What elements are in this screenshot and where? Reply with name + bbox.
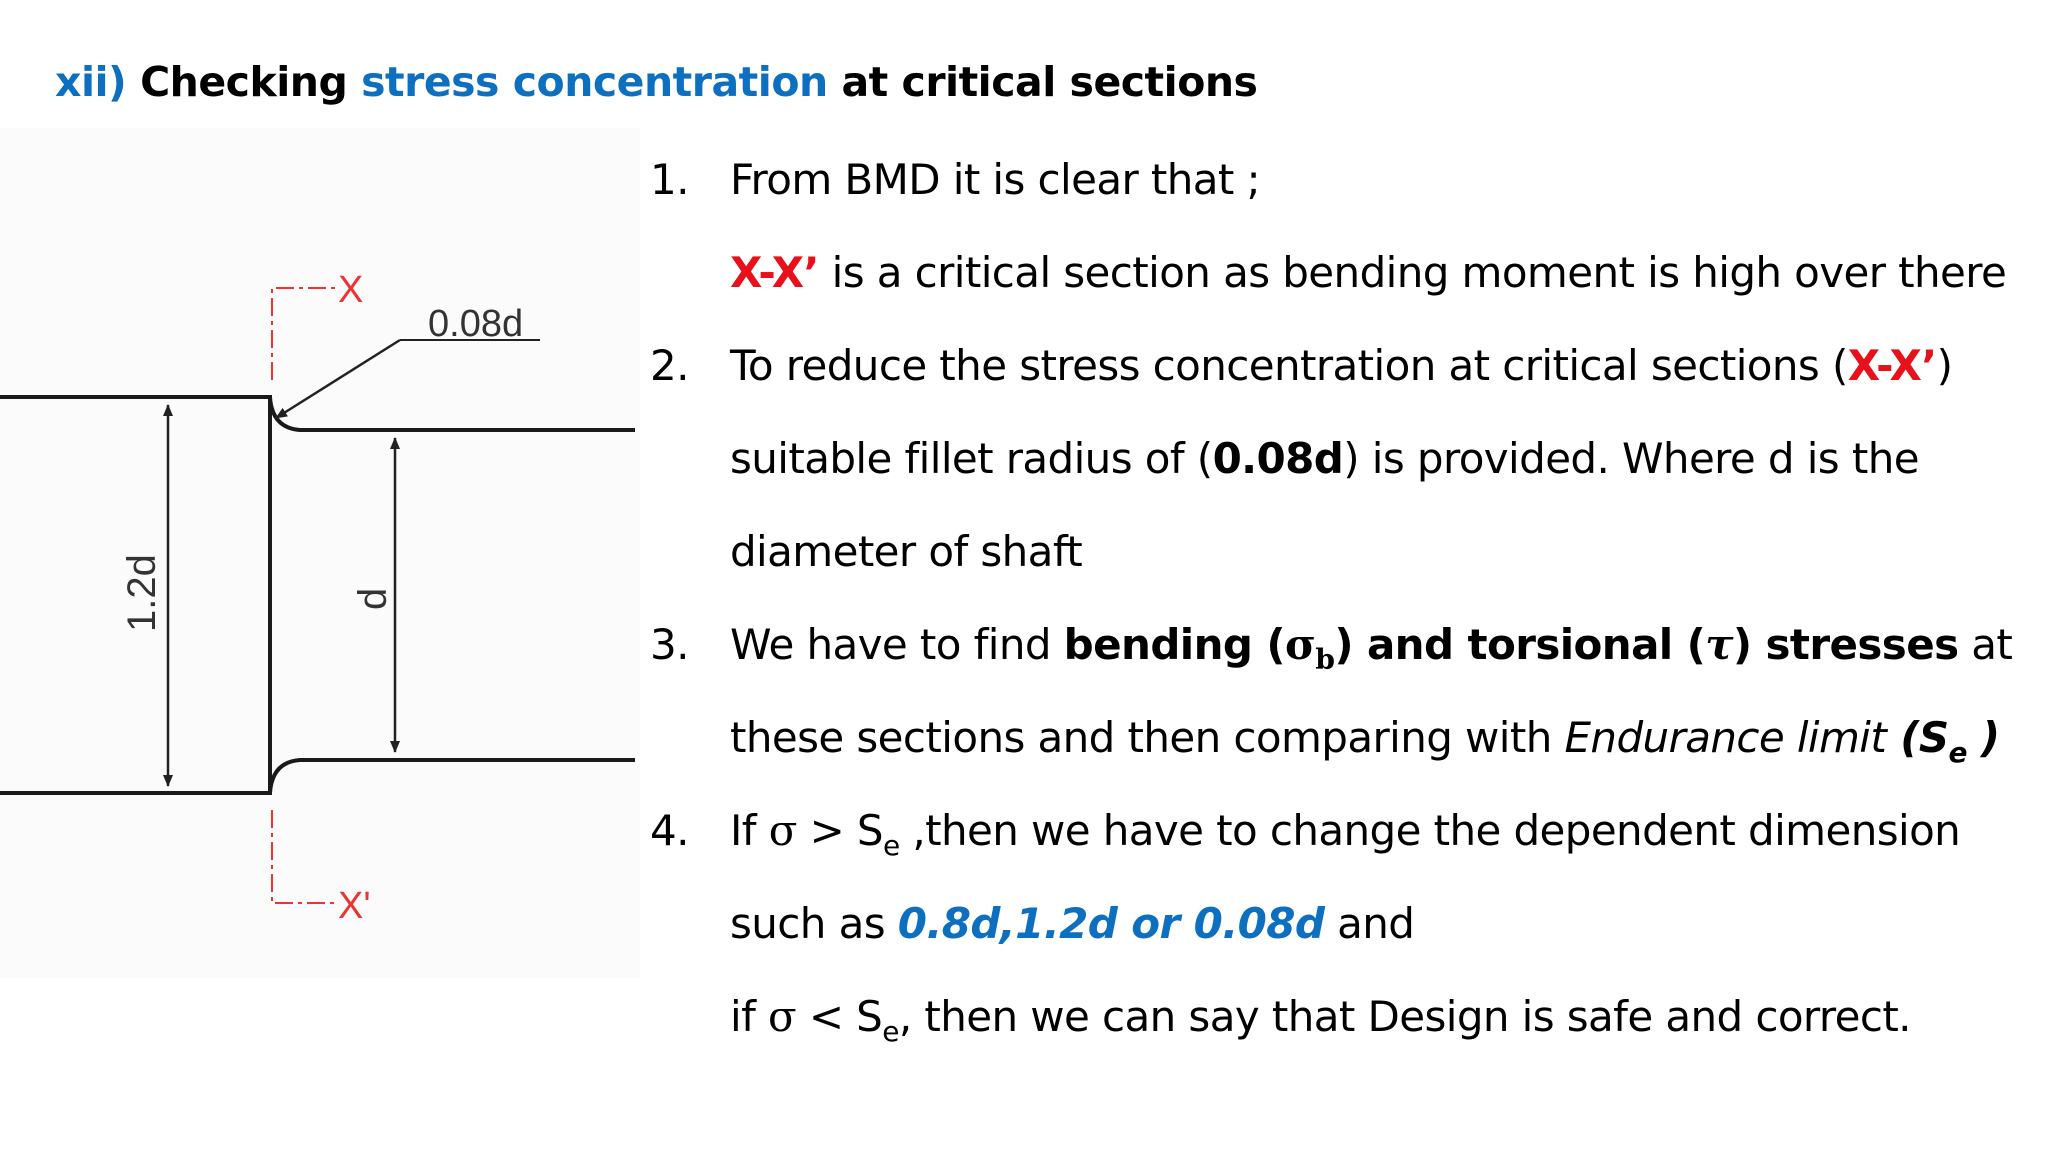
bold-segment: bending ( xyxy=(1063,620,1285,669)
text-segment: is a critical section as bending moment is high over there xyxy=(818,248,2007,297)
bold-segment: ) xyxy=(1966,713,2000,762)
critical-section-label: X-X’ xyxy=(1847,341,1937,390)
item-text xyxy=(730,243,2006,303)
dim-small-label: d xyxy=(351,587,395,610)
title-highlight: stress concentration xyxy=(361,58,828,106)
item-text xyxy=(730,801,1960,876)
sigma-symbol: σ xyxy=(768,806,797,855)
text-segment: if xyxy=(730,992,769,1041)
item-text xyxy=(730,429,1919,489)
item-number: 4. xyxy=(650,806,689,855)
fillet-bottom xyxy=(270,760,635,793)
text-segment: ) xyxy=(1936,341,1953,390)
shaft-shoulder-diagram xyxy=(0,0,660,1000)
text-segment: at xyxy=(1958,620,2013,669)
text-segment: If xyxy=(730,806,769,855)
title-prefix: xii) xyxy=(55,58,127,106)
title-part2: at critical sections xyxy=(841,58,1258,106)
item-text xyxy=(730,987,1911,1062)
text-segment: We have to find xyxy=(730,620,1064,669)
subscript-e: e xyxy=(882,829,900,862)
section-line-top xyxy=(272,288,335,380)
item-number: 1. xyxy=(650,155,689,204)
critical-section-label: X-X’ xyxy=(730,248,819,297)
bold-segment: ) stresses xyxy=(1732,620,1959,669)
subscript-b: b xyxy=(1315,643,1335,676)
text-segment: these sections and then comparing with xyxy=(730,713,1565,762)
text-segment: > S xyxy=(796,806,883,855)
text-segment: < S xyxy=(796,992,883,1041)
item-text xyxy=(730,894,1414,954)
section-line-bottom xyxy=(272,810,335,903)
item-number: 3. xyxy=(650,620,689,669)
fillet-value: 0.08d xyxy=(1212,434,1344,483)
item-text xyxy=(730,336,1952,396)
bold-segment: ) and torsional ( xyxy=(1334,620,1706,669)
item-text: diameter of shaft xyxy=(730,527,1083,576)
bold-segment: (S xyxy=(1886,713,1949,762)
text-segment: , then we can say that Design is safe and correct. xyxy=(898,992,1911,1041)
section-label-x: X xyxy=(338,269,364,311)
dim-large-label: 1.2d xyxy=(120,554,164,632)
item-text: From BMD it is clear that ; xyxy=(730,155,1261,204)
text-segment: and xyxy=(1324,899,1415,948)
text-segment: ) is provided. Where d is the xyxy=(1343,434,1919,483)
item-text xyxy=(730,615,2012,690)
dimension-list: 0.8d,1.2d or 0.08d xyxy=(897,899,1325,948)
fillet-label: 0.08d xyxy=(428,303,524,345)
text-segment: ,then we have to change the dependent dimension xyxy=(899,806,1961,855)
section-label-x-prime: X' xyxy=(338,885,371,927)
sigma-symbol: σ xyxy=(768,992,797,1041)
text-segment: such as xyxy=(730,899,898,948)
fillet-top xyxy=(270,397,635,430)
endurance-limit-text: Endurance limit xyxy=(1564,713,1887,762)
item-text xyxy=(730,708,2000,783)
fillet-leader xyxy=(276,340,400,418)
text-segment: suitable fillet radius of ( xyxy=(730,434,1213,483)
item-number: 2. xyxy=(650,341,689,390)
text-segment: To reduce the stress concentration at critical sections ( xyxy=(730,341,1848,390)
subscript-e: e xyxy=(882,1015,899,1048)
sigma-symbol: σ xyxy=(1284,620,1316,669)
subscript-e: e xyxy=(1948,736,1967,769)
tau-symbol: τ xyxy=(1705,620,1733,669)
title-part1: Checking xyxy=(140,58,348,106)
